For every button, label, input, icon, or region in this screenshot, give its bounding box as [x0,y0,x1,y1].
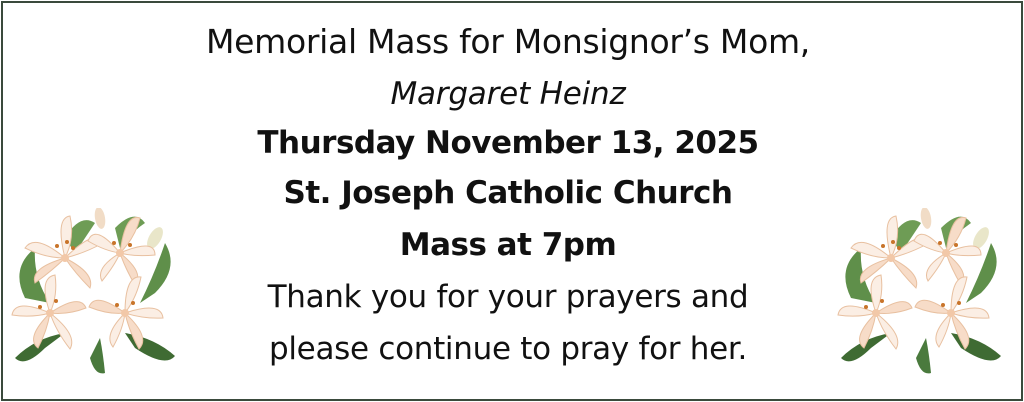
title-line: Memorial Mass for Monsignor’s Mom, [206,22,810,61]
lily-bouquet-icon [5,208,185,378]
lily-bouquet-icon [831,208,1011,378]
event-time: Mass at 7pm [399,227,617,263]
event-date: Thursday November 13, 2025 [257,125,759,161]
announcement-card [1,1,1023,401]
closing-line-1: Thank you for your prayers and [267,279,749,315]
honoree-name: Margaret Heinz [390,76,626,112]
event-location: St. Joseph Catholic Church [283,175,733,211]
closing-line-2: please continue to pray for her. [268,331,748,367]
